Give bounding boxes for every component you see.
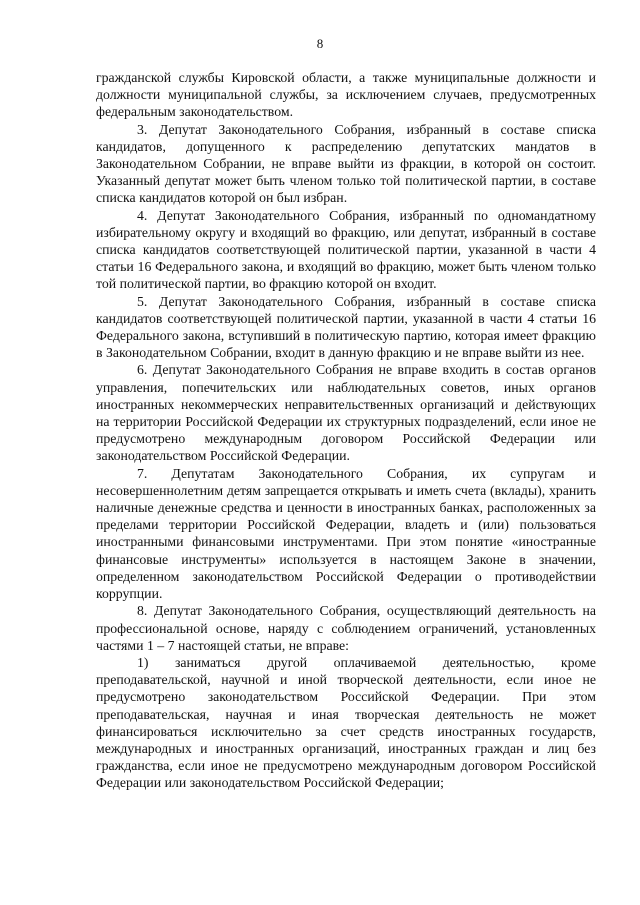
document-body (96, 69, 596, 792)
paragraph-part-5: 5. Депутат Законодательного Собрания, избранный в составе списка кандидатов соответствующей политической партии, указанной в части 4 статьи 16 Федерального закона, вступивший в политическую партию, которая имеет фракцию в Законодательном Собрании, входит в данную фракцию и не вправе выйти из нее. (96, 293, 596, 361)
paragraph-item-1: 1) заниматься другой оплачиваемой деятельностью, кроме преподавательской, научной и иной творческой деятельности, если иное не предусмотрено законодательством Российской Федерации. При этом преподавательская, научная и иная творческая деятельность не может финансироваться исключительно за счет средств иностранных государств, международных и иностранных организаций, иностранных граждан и лиц без гражданства, если иное не предусмотрено международным договором Российской Федерации или законодательством Российской Федерации; (96, 654, 596, 791)
paragraph-part-7: 7. Депутатам Законодательного Собрания, их супругам и несовершеннолетним детям запрещается открывать и иметь счета (вклады), хранить наличные денежные средства и ценности в иностранных банках, расположенных за пределами территории Российской Федерации, владеть и (или) пользоваться иностранными финансовыми инструментами. При этом понятие «иностранные финансовые инструменты» используется в настоящем Законе в значении, определенном законодательством Российской Федерации о противодействии коррупции. (96, 465, 596, 602)
paragraph-continuation: гражданской службы Кировской области, а также муниципальные должности и должности муниципальной службы, за исключением случаев, предусмотренных федеральным законодательством. (96, 70, 596, 120)
paragraph-part-6: 6. Депутат Законодательного Собрания не вправе входить в состав органов управления, попечительских или наблюдательных советов, иных органов иностранных некоммерческих неправительственных организаций и действующих на территории Российской Федерации их структурных подразделений, если иное не предусмотрено международным договором Российской Федерации или законодательством Российской Федерации. (96, 362, 596, 464)
paragraph-part-3: 3. Депутат Законодательного Собрания, избранный в составе списка кандидатов, допущенного к распределению депутатских мандатов в Законодательном Собрании, не вправе выйти из фракции, в которой он состоит. Указанный депутат может быть членом только той политической партии, в составе списка кандидатов которой он был избран. (96, 121, 596, 206)
paragraph-part-8: 8. Депутат Законодательного Собрания, осуществляющий деятельность на профессиональной основе, наряду с соблюдением ограничений, установленных частями 1 – 7 настоящей статьи, не вправе: (96, 603, 596, 653)
page-number: 8 (316, 36, 324, 51)
paragraph-part-4: 4. Депутат Законодательного Собрания, избранный по одномандатному избирательному округу и входящий во фракцию, или депутат, избранный в составе списка кандидатов соответствующей политической партии, указанной в части 4 статьи 16 Федерального закона, и входящий во фракцию, может быть членом только той политической партии, во фракцию которой он входит. (96, 207, 596, 292)
